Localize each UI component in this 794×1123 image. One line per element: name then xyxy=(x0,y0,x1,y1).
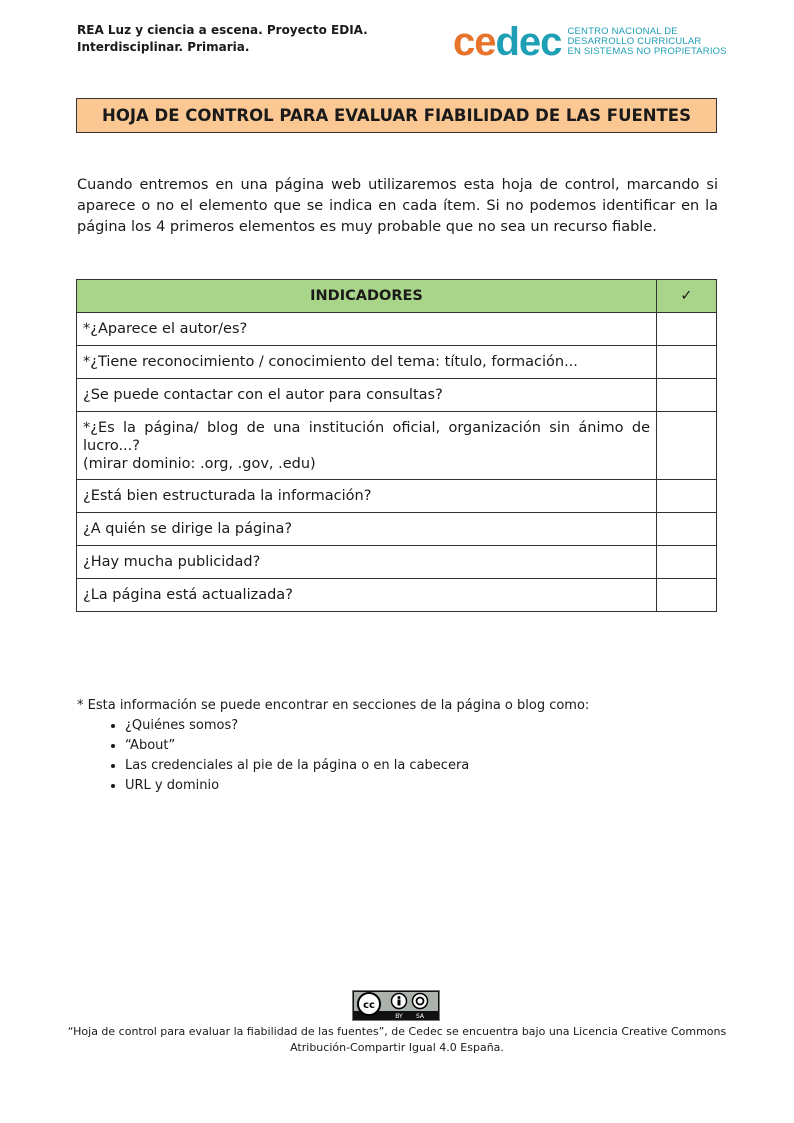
cc-by-sa-icon xyxy=(353,991,439,1020)
table-row xyxy=(77,546,717,579)
check-header: ✓ xyxy=(657,280,717,313)
cc-license-badge xyxy=(352,990,440,1021)
indicator-text: ¿La página está actualizada? xyxy=(77,579,657,612)
indicator-text: *¿Tiene reconocimiento / conocimiento del tema: título, formación... xyxy=(77,346,657,379)
list-item: • Las credenciales al pie de la página o en la cabecera xyxy=(125,756,589,776)
indicator-text: ¿Está bien estructurada la información? xyxy=(77,480,657,513)
indicators-table xyxy=(76,279,717,612)
indicator-text: ¿A quién se dirige la página? xyxy=(77,513,657,546)
table-row xyxy=(77,379,717,412)
license-footer xyxy=(60,1024,734,1056)
indicator-text: *¿Aparece el autor/es? xyxy=(77,313,657,346)
check-cell[interactable] xyxy=(657,546,717,579)
svg-text:SA: SA xyxy=(415,1013,425,1020)
footnote-list xyxy=(77,716,589,796)
table-row xyxy=(77,579,717,612)
check-cell[interactable] xyxy=(657,579,717,612)
check-cell[interactable] xyxy=(657,379,717,412)
license-line-2: Atribución-Compartir Igual 4.0 España. xyxy=(290,1041,504,1054)
check-cell[interactable] xyxy=(657,346,717,379)
table-row xyxy=(77,480,717,513)
indicator-text: *¿Es la página/ blog de una institución oficial, organización sin ánimo de lucro...? xyxy=(83,419,650,454)
indicator-text: ¿Hay mucha publicidad? xyxy=(77,546,657,579)
indicator-text-multiline xyxy=(77,412,657,480)
svg-text:cc: cc xyxy=(363,1000,375,1011)
list-item: • URL y dominio xyxy=(125,776,589,796)
indicator-subtext: (mirar dominio: .org, .gov, .edu) xyxy=(83,455,316,472)
table-row xyxy=(77,346,717,379)
check-cell[interactable] xyxy=(657,313,717,346)
intro-paragraph: Cuando entremos en una página web utilizaremos esta hoja de control, marcando si aparece o no el elemento que se indica en cada ítem. Si no podemos identificar en la página los 4 primeros elementos es muy probable que no sea un recurso fiable. xyxy=(77,177,718,235)
footnote-text: * Esta información se puede encontrar en secciones de la página o blog como: xyxy=(77,698,590,713)
footnote xyxy=(77,696,589,796)
table-row xyxy=(77,313,717,346)
svg-text:BY: BY xyxy=(395,1013,403,1020)
list-item: • “About” xyxy=(125,736,589,756)
list-item: • ¿Quiénes somos? xyxy=(125,716,589,736)
document-header xyxy=(77,22,368,56)
check-cell[interactable] xyxy=(657,480,717,513)
table-row xyxy=(77,412,717,480)
check-cell[interactable] xyxy=(657,513,717,546)
header-line-2: Interdisciplinar. Primaria. xyxy=(77,40,250,54)
cedec-logo-subtitle: CENTRO NACIONAL DE DESARROLLO CURRICULAR EN SISTEMAS NO PROPIETARIOS xyxy=(567,26,727,57)
cedec-logo xyxy=(453,22,727,62)
header-line-1: REA Luz y ciencia a escena. Proyecto EDIA. xyxy=(77,23,368,37)
license-line-1: “Hoja de control para evaluar la fiabilidad de las fuentes”, de Cedec se encuentra bajo una Licencia Creative Commons xyxy=(67,1025,727,1038)
cedec-logo-word: cedec xyxy=(453,20,562,64)
page-title: HOJA DE CONTROL PARA EVALUAR FIABILIDAD DE LAS FUENTES xyxy=(76,98,717,133)
indicators-header: INDICADORES xyxy=(77,280,657,313)
table-header-row xyxy=(77,280,717,313)
check-cell[interactable] xyxy=(657,412,717,480)
indicator-text: ¿Se puede contactar con el autor para consultas? xyxy=(77,379,657,412)
table-row xyxy=(77,513,717,546)
